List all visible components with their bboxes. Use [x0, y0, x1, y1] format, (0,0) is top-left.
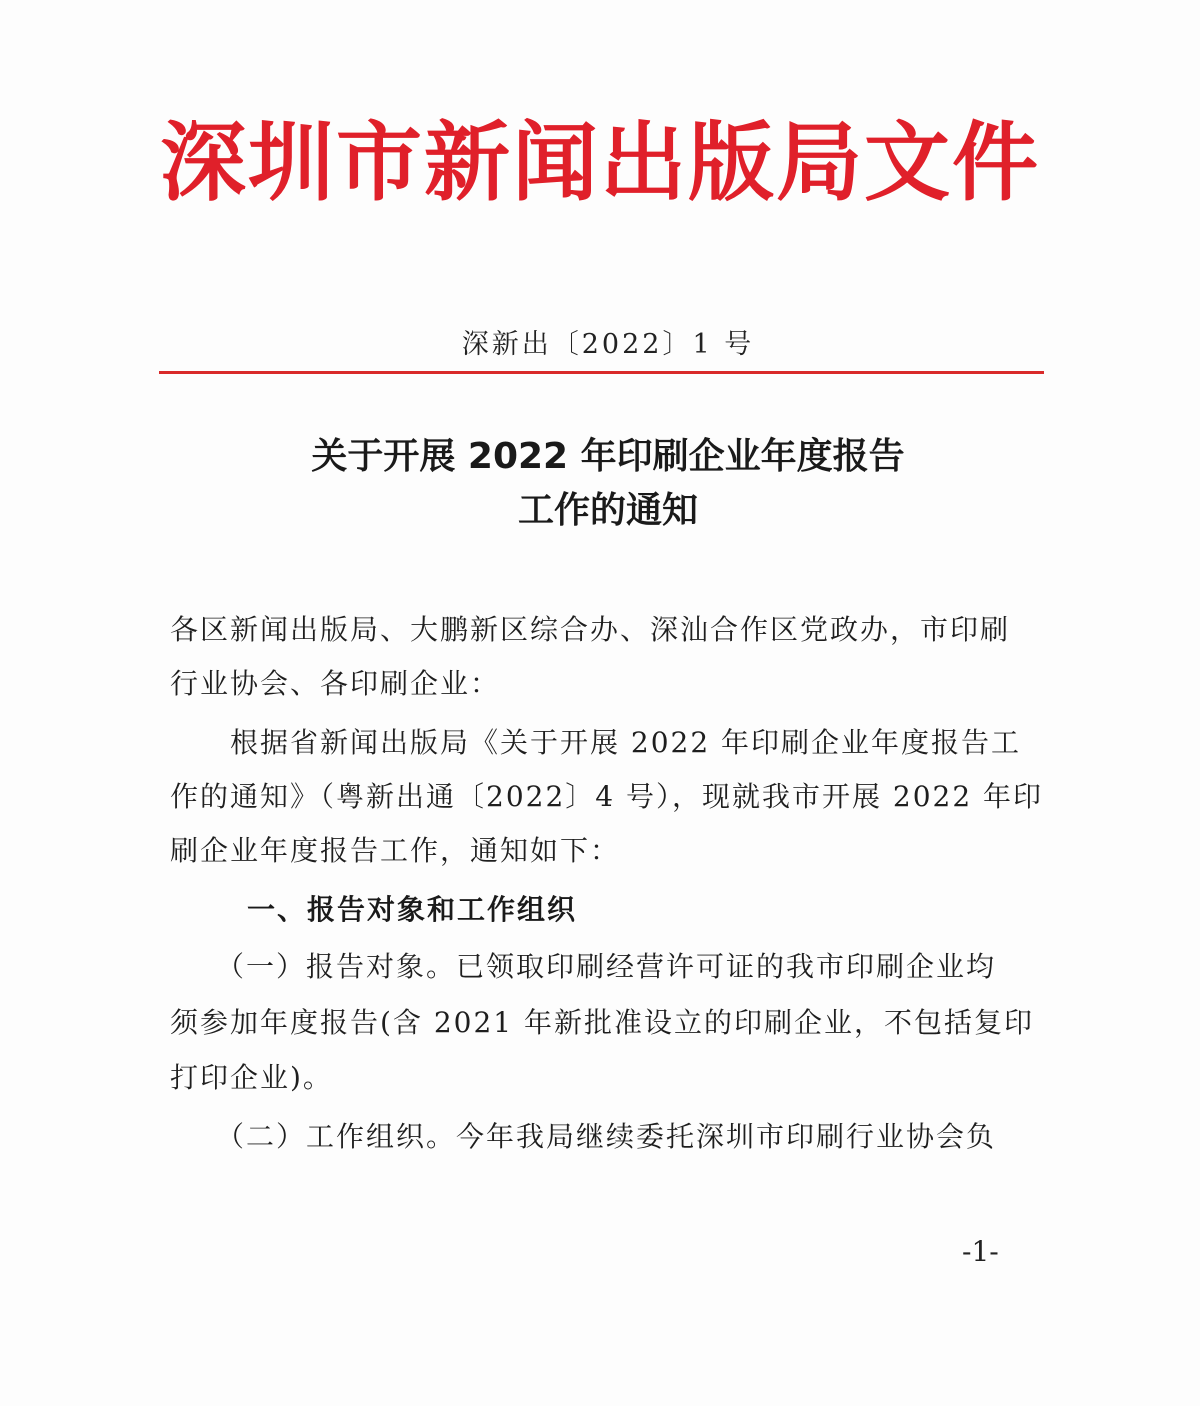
red-divider-line: [159, 371, 1044, 374]
title-line-2: 工作的通知: [517, 490, 698, 531]
document-number: 深新出〔2022〕1 号: [461, 329, 755, 360]
intro-line-1: 根据省新闻出版局《关于开展 2022 年印刷企业年度报告工: [170, 726, 1022, 759]
document-title: [0, 430, 1200, 538]
page-number: -1-: [962, 1235, 999, 1268]
addressee-line-2: 行业协会、各印刷企业：: [170, 667, 501, 700]
item-1-line-2: 须参加年度报告(含 2021 年新批准设立的印刷企业，不包括复印: [170, 1006, 1034, 1039]
title-line-1: 关于开展 2022 年印刷企业年度报告: [311, 436, 905, 477]
addressee-line-1: 各区新闻出版局、大鹏新区综合办、深汕合作区党政办，市印刷: [170, 613, 1011, 646]
item-1-line-1: （一）报告对象。已领取印刷经营许可证的我市印刷企业均: [170, 950, 997, 983]
section-heading-1: 一、报告对象和工作组织: [247, 893, 578, 926]
item-1-line-3: 打印企业)。: [170, 1061, 333, 1094]
intro-line-2: 作的通知》（粤新出通〔2022〕4 号），现就我市开展 2022 年印: [170, 780, 1044, 813]
intro-line-3: 刷企业年度报告工作，通知如下：: [170, 834, 621, 867]
issuer-masthead: 深圳市新闻出版局文件: [160, 113, 1040, 213]
item-2-line-1: （二）工作组织。今年我局继续委托深圳市印刷行业协会负: [170, 1120, 997, 1153]
